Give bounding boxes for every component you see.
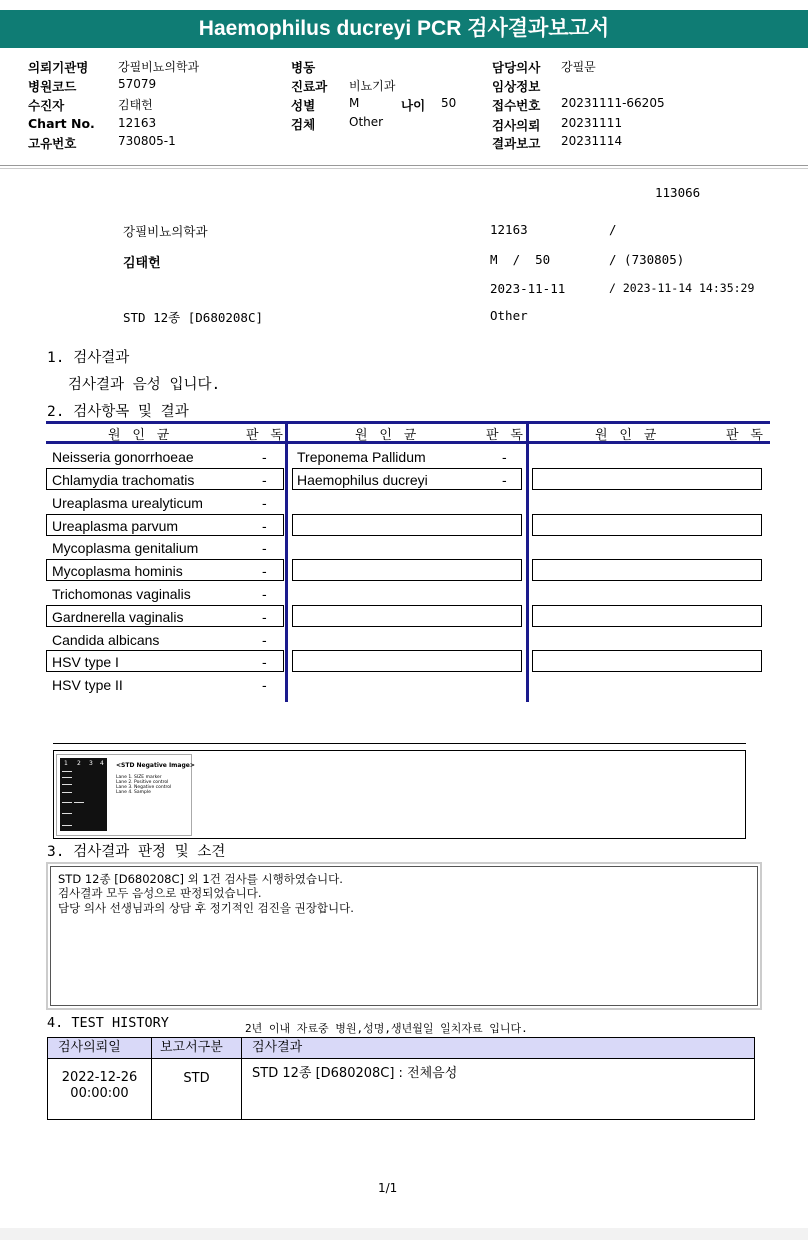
gel-legend-item: Lane 2. Positive control [116, 780, 169, 785]
ward-label: 병동 [291, 60, 316, 75]
doctor-value: 강필문 [561, 60, 596, 74]
gel-band [74, 802, 84, 803]
patient-label: 수진자 [28, 98, 65, 113]
request-value: 20231111 [561, 116, 623, 130]
chart-label: Chart No. [28, 116, 95, 131]
age-value: 50 [441, 96, 457, 110]
summary-institution: 강필비뇨의학과 [123, 224, 208, 239]
empty-row-box [292, 559, 522, 581]
history-time: 00:00:00 [70, 1086, 129, 1101]
chart-value: 12163 [118, 116, 157, 130]
pathogen-name: HSV type II [52, 677, 123, 693]
header-divider [0, 165, 808, 166]
section1-title: 1. 검사결과 [47, 350, 130, 366]
page-number: 1/1 [378, 1181, 398, 1195]
summary-slash: / [609, 222, 617, 237]
dept-label: 진료과 [291, 79, 328, 94]
pathogen-result: - [262, 677, 267, 693]
header-divider-shadow [0, 168, 808, 169]
gel-band [62, 792, 72, 793]
hospital-code-label: 병원코드 [28, 79, 77, 94]
pathogen-name: Ureaplasma parvum [52, 518, 179, 534]
pathogen-name: Candida albicans [52, 632, 160, 648]
pathogen-name: Mycoplasma hominis [52, 563, 183, 579]
receipt-value: 20231111-66205 [561, 96, 665, 110]
table-divider-1 [285, 421, 288, 702]
receipt-label: 접수번호 [492, 98, 541, 113]
gel-band [62, 802, 72, 803]
section3-title: 3. 검사결과 판정 및 소견 [47, 844, 226, 860]
gel-band [62, 784, 72, 785]
pathogen-result: - [262, 654, 267, 670]
empty-row-box [532, 650, 762, 672]
empty-row-box [292, 514, 522, 536]
empty-row-box [292, 650, 522, 672]
finding-line: 담당 의사 선생님과의 상담 후 정기적인 검진을 권장합니다. [58, 901, 354, 915]
report-title: Haemophilus ducreyi PCR 검사결과보고서 [0, 10, 808, 48]
pathogen-result: - [502, 449, 507, 465]
pathogen-result: - [262, 472, 267, 488]
empty-row-box [532, 559, 762, 581]
image-section-rule [53, 743, 746, 744]
pathogen-result: - [262, 540, 267, 556]
patient-value: 김태헌 [118, 98, 153, 112]
empty-row-box [292, 605, 522, 627]
gel-electrophoresis-image [60, 758, 107, 831]
col1-result-header: 판 독 [246, 428, 285, 443]
report-value: 20231114 [561, 134, 623, 148]
institution-value: 강필비뇨의학과 [118, 60, 200, 74]
sex-value: M [349, 96, 360, 110]
gel-band [62, 771, 72, 772]
empty-row-box [532, 514, 762, 536]
history-note: 2년 이내 자료중 병원,성명,생년월일 일치자료 입니다. [245, 1022, 528, 1035]
pathogen-name: Neisseria gonorrhoeae [52, 449, 194, 465]
finding-line: 검사결과 모두 음성으로 판정되었습니다. [58, 886, 262, 900]
history-type: STD [183, 1071, 210, 1086]
history-header-result: 검사결과 [241, 1037, 755, 1059]
doctor-label: 담당의사 [492, 60, 541, 75]
summary-specimen: Other [490, 308, 528, 323]
pathogen-result: - [262, 518, 267, 534]
table-divider-2 [526, 421, 529, 702]
pathogen-result: - [262, 563, 267, 579]
gel-band [62, 813, 72, 814]
history-date: 2022-12-26 [61, 1070, 138, 1085]
summary-report-datetime: / 2023-11-14 14:35:29 [609, 281, 755, 295]
section2-title: 2. 검사항목 및 결과 [47, 404, 189, 420]
unique-label: 고유번호 [28, 136, 77, 151]
gel-legend-item: Lane 3. Negative control [116, 785, 172, 790]
pathogen-name: Mycoplasma genitalium [52, 540, 199, 556]
history-result: STD 12종 [D680208C] : 전체음성 [252, 1066, 458, 1081]
lane-number: 3 [89, 760, 93, 767]
pathogen-name: Trichomonas vaginalis [52, 586, 191, 602]
pathogen-result: - [262, 586, 267, 602]
lane-number: 1 [64, 760, 68, 767]
history-header-date: 검사의뢰일 [47, 1037, 152, 1059]
pathogen-name: Haemophilus ducreyi [297, 472, 428, 488]
pathogen-name: Chlamydia trachomatis [52, 472, 195, 488]
pathogen-result: - [262, 449, 267, 465]
age-label: 나이 [401, 98, 426, 113]
dept-value: 비뇨기과 [349, 79, 396, 93]
pathogen-result: - [502, 472, 507, 488]
col3-result-header: 판 독 [726, 428, 765, 443]
pathogen-result: - [262, 609, 267, 625]
gel-legend-item: Lane 4. Sample [116, 790, 151, 795]
history-row-type-cell [151, 1059, 242, 1120]
gel-band [62, 777, 72, 778]
unique-value: 730805-1 [118, 134, 176, 148]
lane-number: 4 [100, 760, 104, 767]
specimen-label: 검체 [291, 117, 316, 132]
pathogen-result: - [262, 495, 267, 511]
pathogen-name: Treponema Pallidum [297, 449, 426, 465]
gel-caption: <STD Negative Image> [116, 762, 195, 769]
col2-result-header: 판 독 [486, 428, 525, 443]
institution-label: 의뢰기관명 [28, 60, 89, 75]
gel-band [62, 825, 72, 826]
report-label: 결과보고 [492, 136, 541, 151]
summary-test-name: STD 12종 [D680208C] [123, 310, 264, 325]
section1-text: 검사결과 음성 입니다. [68, 377, 221, 393]
empty-row-box [532, 605, 762, 627]
summary-patient: 김태헌 [123, 256, 161, 271]
summary-code: 113066 [655, 185, 701, 200]
summary-sex-age: M / 50 [490, 252, 551, 267]
clinical-label: 임상정보 [492, 79, 541, 94]
request-label: 검사의뢰 [492, 118, 541, 133]
finding-line: STD 12종 [D680208C] 외 1건 검사를 시행하였습니다. [58, 872, 343, 886]
section4-title: 4. TEST HISTORY [47, 1015, 169, 1031]
summary-chart: 12163 [490, 222, 528, 237]
pathogen-name: HSV type I [52, 654, 119, 670]
gel-legend-item: Lane 1. SIZE marker [116, 775, 162, 780]
pathogen-name: Gardnerella vaginalis [52, 609, 184, 625]
pathogen-name: Ureaplasma urealyticum [52, 495, 203, 511]
hospital-code-value: 57079 [118, 77, 157, 91]
pathogen-result: - [262, 632, 267, 648]
col3-pathogen-header: 원 인 균 [595, 428, 659, 443]
history-header-type: 보고서구분 [151, 1037, 242, 1059]
summary-request-date: 2023-11-11 [490, 281, 566, 296]
summary-birth: / (730805) [609, 252, 685, 267]
gel-legend [116, 775, 171, 795]
col1-pathogen-header: 원 인 균 [108, 428, 172, 443]
sex-label: 성별 [291, 98, 316, 113]
specimen-value: Other [349, 115, 384, 129]
empty-row-box [532, 468, 762, 490]
lane-number: 2 [77, 760, 81, 767]
col2-pathogen-header: 원 인 균 [355, 428, 419, 443]
